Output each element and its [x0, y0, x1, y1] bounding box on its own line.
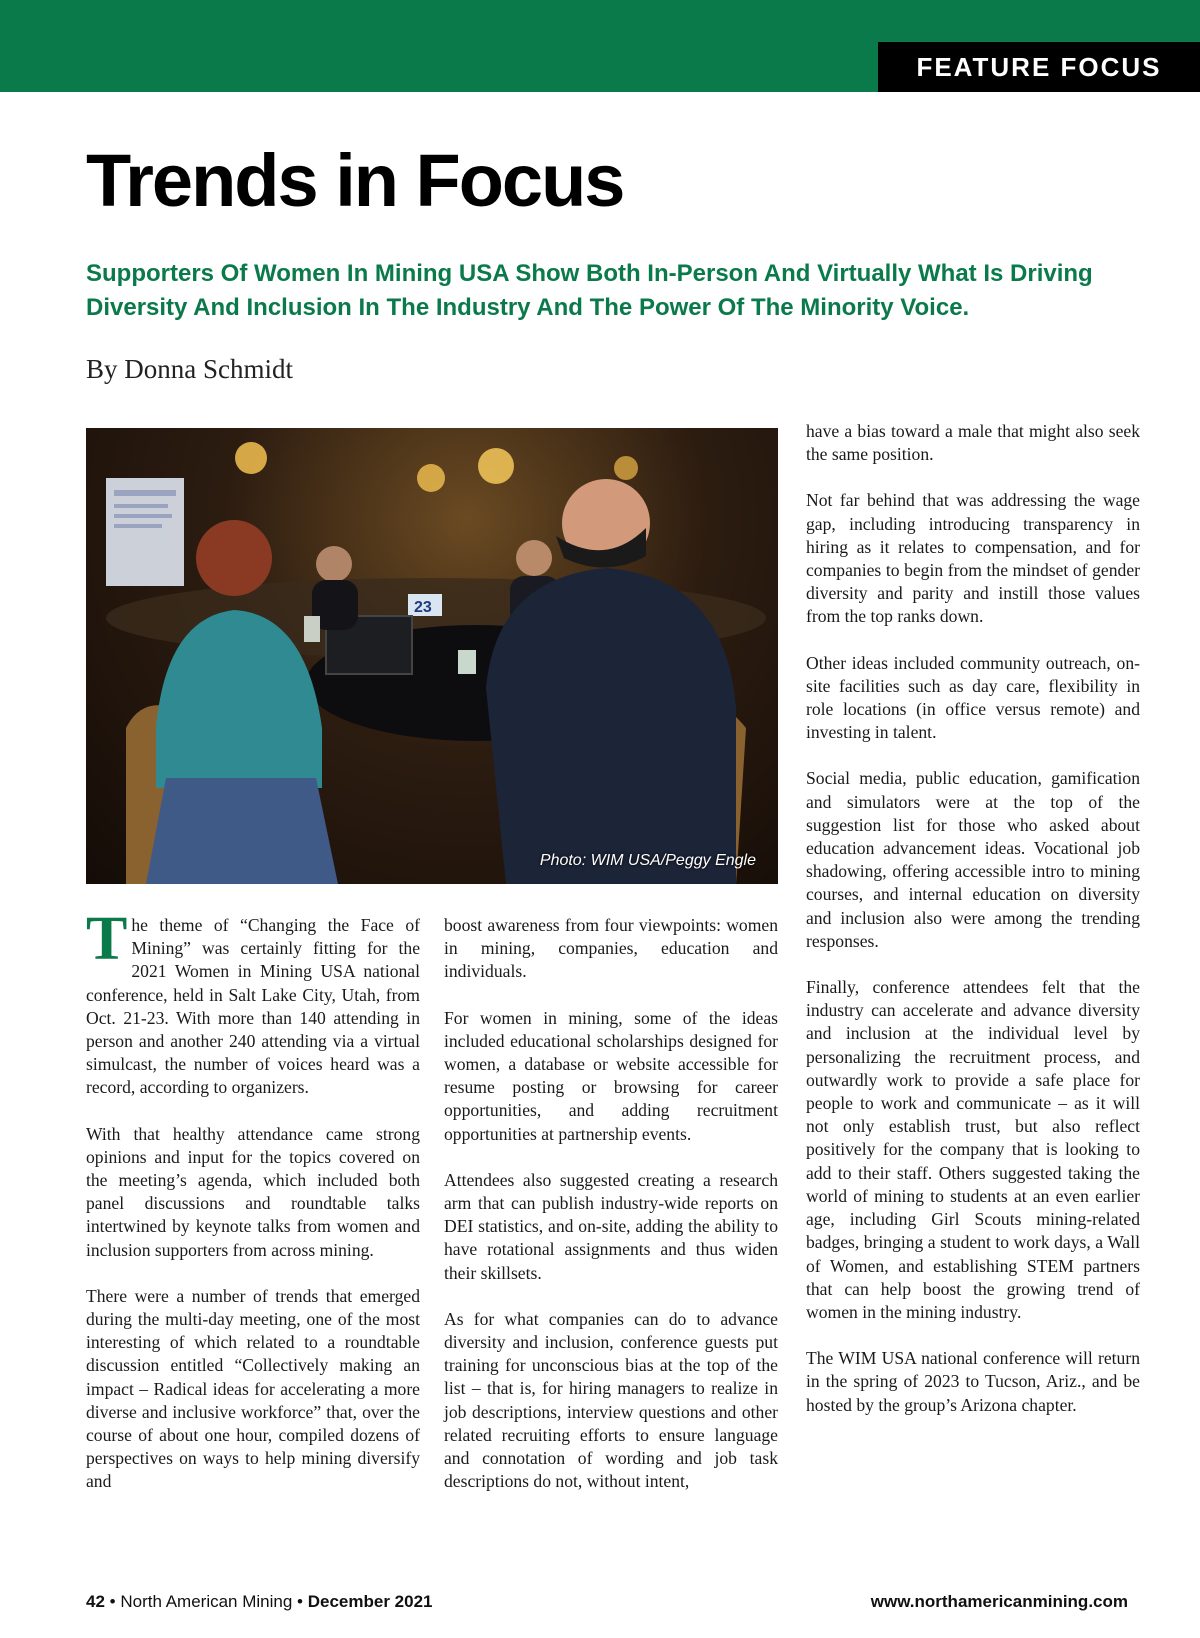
page-number: 42: [86, 1592, 105, 1611]
paragraph: Attendees also suggested creating a research arm that can publish industry-wide reports on DEI statistics, and on-site, adding the ability to have rotational assignments and thus widen their skillsets.: [444, 1169, 778, 1283]
bullet-separator: •: [109, 1592, 121, 1611]
conference-photo: [86, 428, 778, 884]
paragraph: boost awareness from four viewpoints: women in mining, companies, education and individuals.: [444, 915, 778, 982]
paragraph: As for what companies can do to advance diversity and inclusion, conference guests put training for unconscious bias at the top of the list – that is, for hiring managers to realize in job descriptions, interview questions and other related recruiting efforts to ensure language and connotation of wording and job task descriptions do not, without intent,: [444, 1308, 778, 1492]
paragraph: Other ideas included community outreach, on-site facilities such as day care, flexibility in role locations (in office versus remote) and investing in talent.: [806, 652, 1140, 743]
paragraph: Not far behind that was addressing the wage gap, including introducing transparency in hiring as it relates to compensation, and for companies to begin from the mindset of gender diversity and parity and instill those values from the top ranks down.: [806, 490, 1140, 627]
section-label: FEATURE FOCUS: [878, 42, 1200, 92]
website-link[interactable]: www.northamericanmining.com: [870, 1592, 1128, 1611]
byline: By Donna Schmidt: [86, 354, 293, 384]
paragraph: have a bias toward a male that might also seek the same position.: [806, 421, 1140, 465]
photo-credit: Photo: WIM USA/Peggy Engle: [539, 852, 756, 869]
article-deck: Supporters Of Women In Mining USA Show Both In-Person And Virtually What Is Driving Diversity And Inclusion In The Industry And The Power Of The Minority Voice.: [86, 260, 1093, 321]
publication-name: North American Mining: [120, 1592, 293, 1611]
text-column-1: [86, 905, 420, 1517]
paragraph: For women in mining, some of the ideas included educational scholarships designed for women, a database or website accessible for resume posting or browsing for career opportunities, and adding recruitment opportunities at partnership events.: [444, 1007, 778, 1144]
table-number-card: 23: [414, 599, 432, 616]
issue-date: December 2021: [307, 1592, 433, 1611]
paragraph: The WIM USA national conference will return in the spring of 2023 to Tucson, Ariz., and be hosted by the group’s Arizona chapter.: [806, 1348, 1140, 1415]
paragraph: [86, 905, 420, 1100]
conference-photo-illustration: [86, 428, 778, 884]
paragraph: Social media, public education, gamification and simulators were at the top of the suggestion list for those who asked about education advancement ideas. Vocational job shadowing, offering accessible intro to mining courses, and internal education on diversity and inclusion also were among the trending responses.: [806, 768, 1140, 951]
article-title: Trends in Focus: [86, 139, 624, 222]
text-column-3: [806, 420, 1140, 1440]
paragraph-text: he theme of “Changing the Face of Mining” was certainly fitting for the 2021 Women in Mining USA national conference, held in Salt Lake City, Utah, from Oct. 21-23. With more than 140 attending in person and another 240 attending via a virtual simulcast, the number of voices heard was a record, according to organizers.: [86, 915, 420, 1098]
drop-cap: T: [86, 905, 128, 973]
page-folio: [86, 1592, 433, 1612]
paragraph: Finally, conference attendees felt that the industry can accelerate and advance diversity and inclusion at the individual level by personalizing the recruitment process, and outwardly work to provide a safe place for people to work and communicate – as it will not only establish trust, but also reflect positively for the company that is looking to add to their staff. Others suggested taking the world of mining to students at an even earlier age, including Girl Scouts mining-related badges, bringing a student to work days, a Wall of Women, and establishing STEM partners that can help boost the growing trend of women in the mining industry.: [806, 977, 1140, 1322]
paragraph: There were a number of trends that emerged during the multi-day meeting, one of the most interesting of which related to a roundtable discussion entitled “Collectively making an impact – Radical ideas for accelerating a more diverse and inclusive workforce” that, over the course of about one hour, compiled dozens of perspectives on ways to help mining diversify and: [86, 1285, 420, 1492]
paragraph: With that healthy attendance came strong opinions and input for the topics covered on the meeting’s agenda, which included both panel discussions and roundtable talks intertwined by keynote talks from women and inclusion supporters from across mining.: [86, 1123, 420, 1260]
bullet-separator: •: [297, 1592, 308, 1611]
text-column-2: [444, 914, 778, 1516]
